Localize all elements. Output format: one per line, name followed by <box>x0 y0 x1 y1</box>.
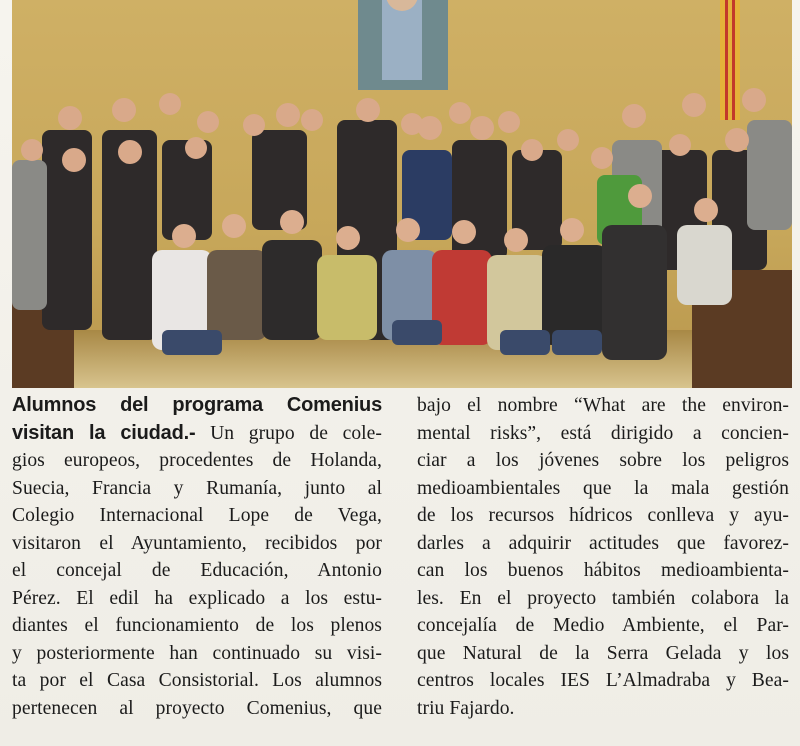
article-line <box>12 557 382 585</box>
group-photo-icon <box>12 0 792 388</box>
article-line <box>12 475 382 503</box>
article-line: que Natural de la Serra Gelada y los <box>417 642 789 664</box>
article-line: centros locales IES L’Almadraba y Bea- <box>417 670 789 691</box>
article-line <box>12 585 382 613</box>
article-body-text: ta por el Casa Consistorial. Los alumnos <box>12 670 382 691</box>
article-line: can los buenos hábitos medioambienta- <box>417 560 789 581</box>
article-body-text: Pérez. El edil ha explicado a los estu- <box>12 587 382 609</box>
article-line <box>12 420 382 448</box>
article-line <box>12 392 382 420</box>
article-line: triu Fajardo. <box>417 697 515 719</box>
article-line: les. En el proyecto también colabora la <box>417 587 789 609</box>
article-body-text: y posteriormente han continuado su visi- <box>12 642 382 664</box>
article-column-left <box>12 392 382 722</box>
article-body-text: Suecia, Francia y Rumanía, junto al <box>12 477 382 499</box>
article-line <box>12 530 382 558</box>
article-line: darles a adquirir actitudes que favorez- <box>417 532 789 554</box>
article-line <box>12 640 382 668</box>
group-photo <box>12 0 792 388</box>
article-line <box>12 695 382 723</box>
article-line <box>12 667 382 695</box>
article-headline: visitan la ciudad.- <box>12 421 196 444</box>
article-body-text: diantes el funcionamiento de los plenos <box>12 615 382 636</box>
article-body-text: Colegio Internacional Lope de Vega, <box>12 505 382 526</box>
article-line: ciar a los jóvenes sobre los peligros <box>417 450 789 471</box>
article-line <box>12 447 382 475</box>
article-line: mental risks”, está dirigido a concien- <box>417 422 789 444</box>
article-body-text: gios europeos, procedentes de Holanda, <box>12 450 382 471</box>
article-line <box>12 612 382 640</box>
article-line: de los recursos hídricos conlleva y ayu- <box>417 505 789 526</box>
article-body-text: Un grupo de cole- <box>195 422 382 444</box>
article-column-right <box>417 392 789 722</box>
article-line: concejalía de Medio Ambiente, el Par- <box>417 615 789 636</box>
article-headline: Alumnos del programa Comenius <box>12 394 382 416</box>
article-body-text: visitaron el Ayuntamiento, recibidos por <box>12 532 382 554</box>
article-line: bajo el nombre “What are the environ- <box>417 395 789 416</box>
article-body-text: pertenecen al proyecto Comenius, que <box>12 697 382 719</box>
article-body-text: el concejal de Educación, Antonio <box>12 560 382 581</box>
article-line <box>12 502 382 530</box>
article-line: medioambientales que la mala gestión <box>417 477 789 499</box>
article-text <box>12 392 790 742</box>
